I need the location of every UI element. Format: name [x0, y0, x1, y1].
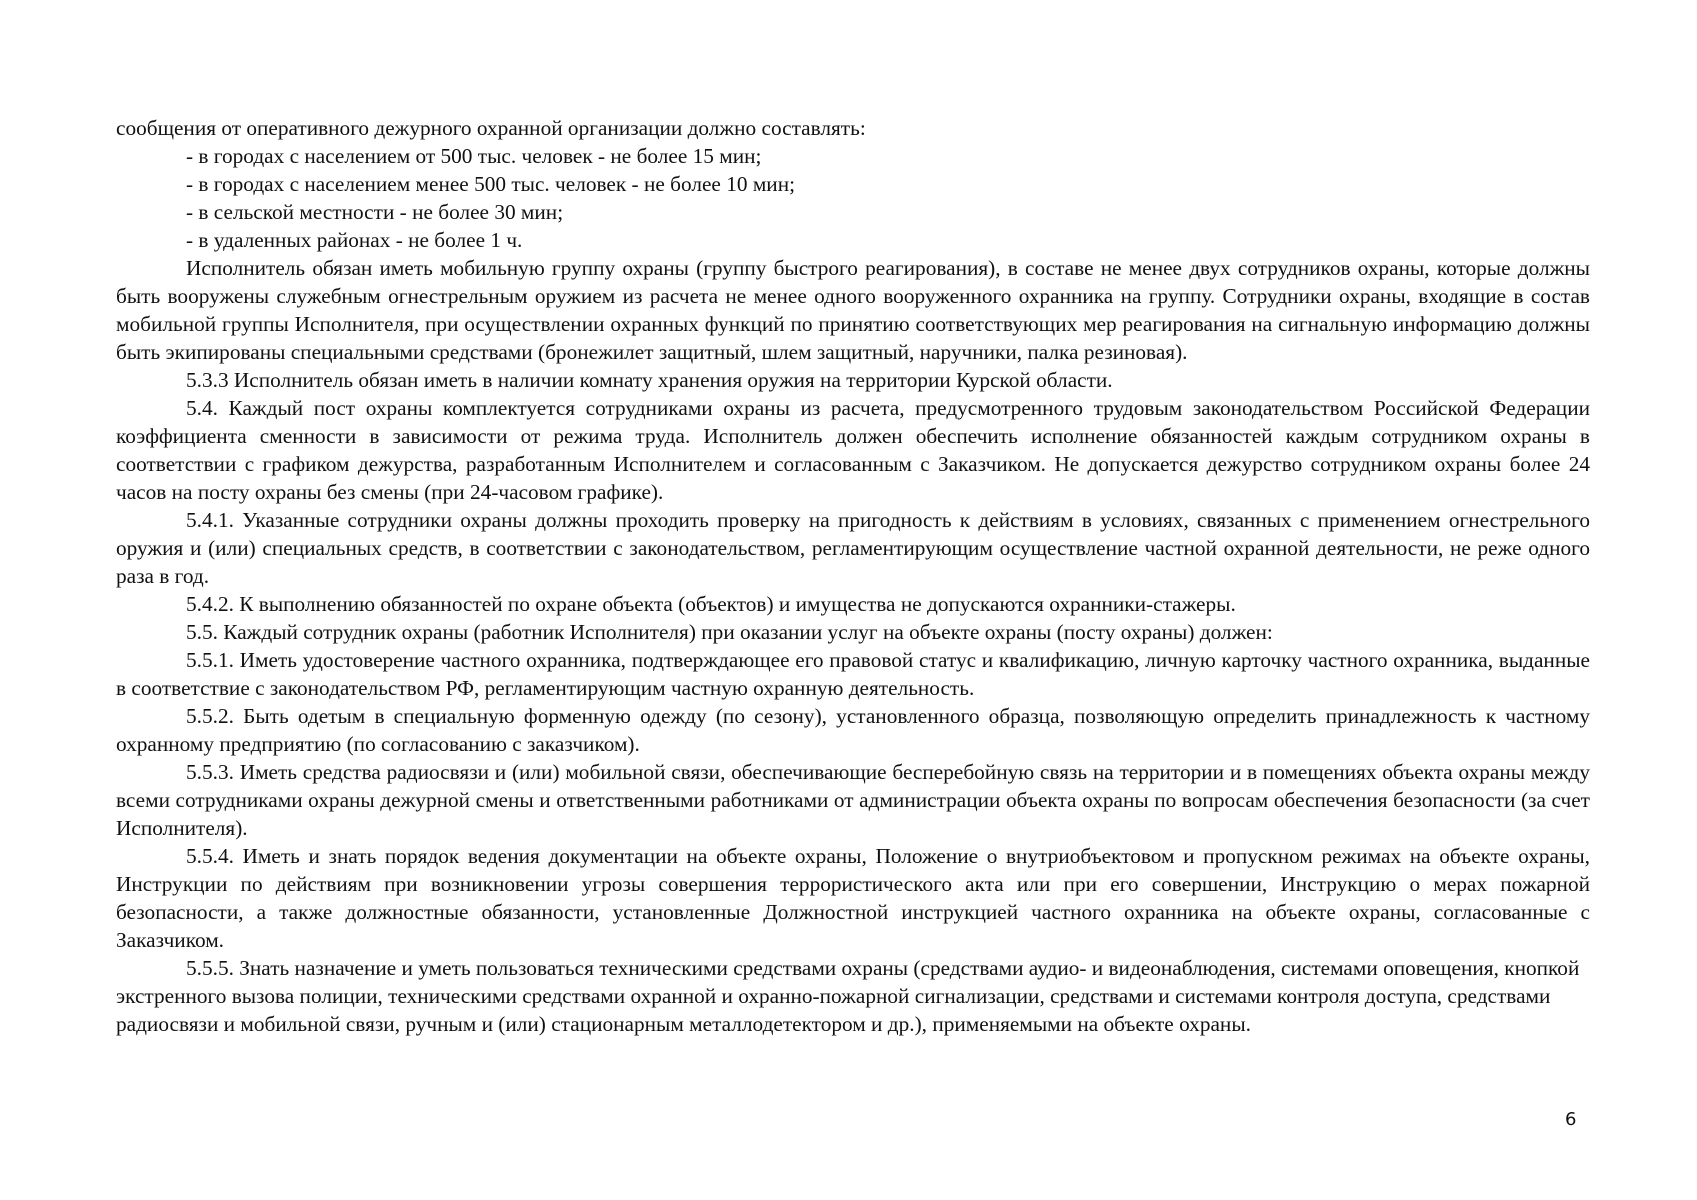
- paragraph-5-5: 5.5. Каждый сотрудник охраны (работник Исполнителя) при оказании услуг на объекте охраны (посту охраны) должен:: [186, 620, 1273, 644]
- paragraph-5-5-5: 5.5.5. Знать назначение и уметь пользоваться техническими средствами охраны (средствами аудио- и видеонаблюдения, системами оповещения, кнопкой экстренного вызова полиции, техническими средствами охранной и охранно-пожарной сигнализации, средствами и системами контроля доступа, средствами радиосвязи и мобильной связи, ручным и (или) стационарным металлодетектором и др.), применяемыми на объекте охраны.: [116, 956, 1580, 1036]
- document-page: [116, 114, 1590, 1038]
- paragraph-5-4: 5.4. Каждый пост охраны комплектуется сотрудниками охраны из расчета, предусмотренного трудовым законодательством Российской Федерации коэффициента сменности в зависимости от режима труда. Исполнитель должен обеспечить исполнение обязанностей каждым сотрудником охраны в соответствии с графиком дежурства, разработанным Исполнителем и согласованным с Заказчиком. Не допускается дежурство сотрудником охраны более 24 часов на посту охраны без смены (при 24-часовом графике).: [116, 396, 1590, 504]
- paragraph-5-4-1: 5.4.1. Указанные сотрудники охраны должны проходить проверку на пригодность к действиям в условиях, связанных с применением огнестрельного оружия и (или) специальных средств, в соответствии с законодательством, регламентирующим осуществление частной охранной деятельности, не реже одного раза в год.: [116, 508, 1590, 588]
- list-item-small-cities: - в городах с населением менее 500 тыс. человек - не более 10 мин;: [186, 172, 796, 196]
- list-item-large-cities: - в городах с населением от 500 тыс. человек - не более 15 мин;: [186, 144, 762, 168]
- paragraph-5-5-4: 5.5.4. Иметь и знать порядок ведения документации на объекте охраны, Положение о внутриобъектовом и пропускном режимах на объекте охраны, Инструкции по действиям при возникновении угрозы совершения террористического акта или при его совершении, Инструкцию о мерах пожарной безопасности, а также должностные обязанности, установленные Должностной инструкцией частного охранника на объекте охраны, согласованные с Заказчиком.: [116, 844, 1590, 952]
- paragraph-response-time-intro: сообщения от оперативного дежурного охранной организации должно составлять:: [116, 116, 866, 140]
- paragraph-5-5-2: 5.5.2. Быть одетым в специальную форменную одежду (по сезону), установленного образца, позволяющую определить принадлежность к частному охранному предприятию (по согласованию с заказчиком).: [116, 704, 1590, 756]
- paragraph-5-4-2: 5.4.2. К выполнению обязанностей по охране объекта (объектов) и имущества не допускаются охранники-стажеры.: [186, 592, 1236, 616]
- paragraph-5-5-3: 5.5.3. Иметь средства радиосвязи и (или) мобильной связи, обеспечивающие бесперебойную связь на территории и в помещениях объекта охраны между всеми сотрудниками охраны дежурной смены и ответственными работниками от администрации объекта охраны по вопросам обеспечения безопасности (за счет Исполнителя).: [116, 760, 1590, 840]
- paragraph-mobile-group: Исполнитель обязан иметь мобильную группу охраны (группу быстрого реагирования), в составе не менее двух сотрудников охраны, которые должны быть вооружены служебным огнестрельным оружием из расчета не менее одного вооруженного охранника на группу. Сотрудники охраны, входящие в состав мобильной группы Исполнителя, при осуществлении охранных функций по принятию соответствующих мер реагирования на сигнальную информацию должны быть экипированы специальными средствами (бронежилет защитный, шлем защитный, наручники, палка резиновая).: [116, 256, 1590, 364]
- list-item-remote: - в удаленных районах - не более 1 ч.: [186, 228, 523, 252]
- paragraph-5-3-3: 5.3.3 Исполнитель обязан иметь в наличии комнату хранения оружия на территории Курской области.: [186, 368, 1113, 392]
- list-item-rural: - в сельской местности - не более 30 мин;: [186, 200, 564, 224]
- page-number: 6: [1565, 1109, 1577, 1130]
- paragraph-5-5-1: 5.5.1. Иметь удостоверение частного охранника, подтверждающее его правовой статус и квалификацию, личную карточку частного охранника, выданные в соответствие с законодательством РФ, регламентирующим частную охранную деятельность.: [116, 648, 1590, 700]
